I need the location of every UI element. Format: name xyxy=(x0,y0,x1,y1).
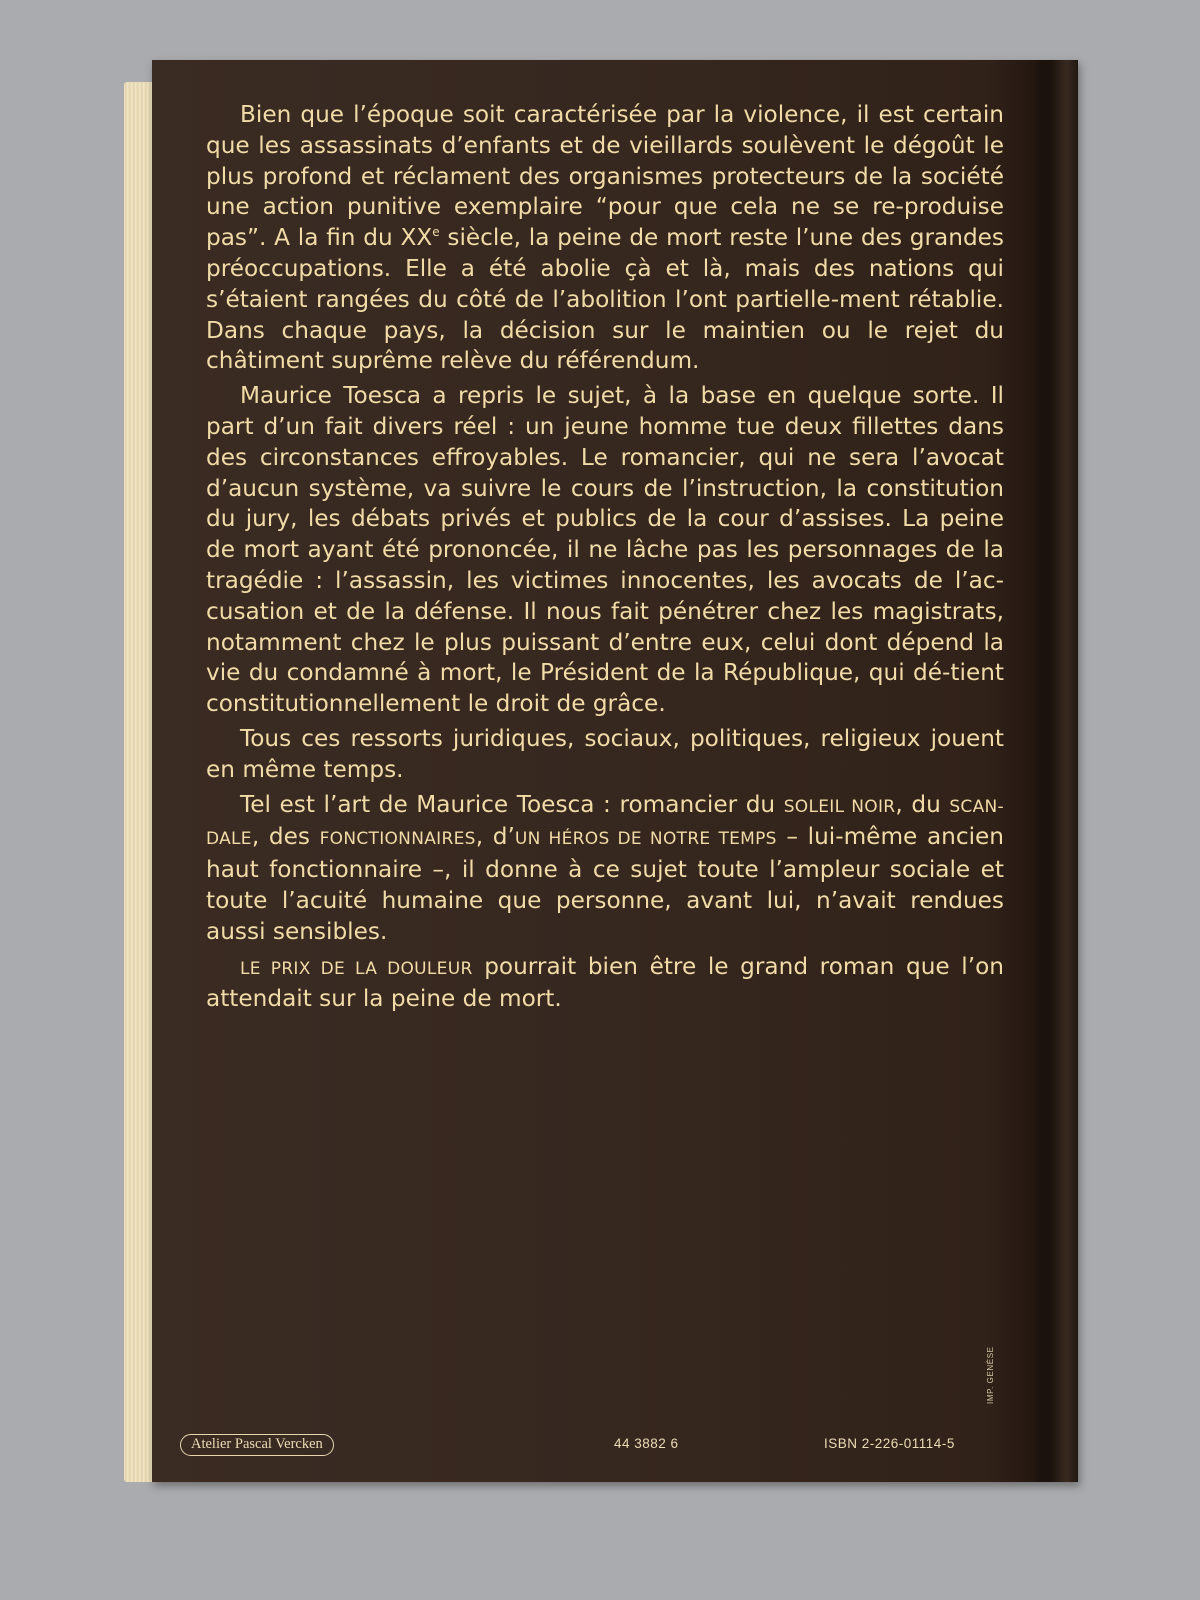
designer-credit-badge: Atelier Pascal Vercken xyxy=(180,1434,334,1456)
blurb-paragraph-4 xyxy=(206,790,1004,948)
blurb-p4-intro: Tel est l’art de Maurice Toesca : romancier du xyxy=(240,790,784,818)
book-back-cover xyxy=(152,60,1078,1482)
spine-shade xyxy=(1032,60,1078,1482)
isbn-number: ISBN 2-226-01114-5 xyxy=(824,1436,955,1451)
book-title-fonctionnaires: FONCTIONNAIRES xyxy=(319,829,476,850)
catalog-number: 44 3882 6 xyxy=(614,1436,679,1451)
century-superscript: e xyxy=(432,225,440,240)
blurb-paragraph-5 xyxy=(206,952,1004,1016)
blurb-paragraph-2: Maurice Toesca a repris le sujet, à la base en quelque sorte. Il part d’un fait divers réel : un jeune homme tue deux fillettes dans des circonstances effroyables. Le romancier, qui ne sera l’avocat d’aucun système, va suivre le cours de l’instruction, la constitution du jury, les débats privés et publics de la cour d’assises. La peine de mort ayant été prononcée, il ne lâche pas les personnages de la tragédie : l’assassin, les victimes innocentes, les avocats de l’ac-cusation et de la défense. Il nous fait pénétrer chez les magistrats, notamment chez le plus puissant d’entre eux, celui dont dépend la vie du condamné à mort, le Président de la République, qui dé-tient constitutionnellement le droit de grâce. xyxy=(206,382,1004,718)
book-title-le-prix-de-la-douleur: LE PRIX DE LA DOULEUR xyxy=(240,958,473,979)
blurb-p4-separator-3: , d’ xyxy=(475,823,515,851)
book-title-un-heros: UN HÉROS DE NOTRE TEMPS xyxy=(514,829,777,850)
blurb-p4-rest: – lui-même ancien haut fonctionnaire –, il donne à ce sujet toute l’ampleur sociale et toute l’acuité humaine que personne, avant lui, n’avait rendues aussi sensibles. xyxy=(206,823,1004,945)
blurb-paragraph-1 xyxy=(206,100,1004,377)
back-cover-blurb xyxy=(206,100,1004,1019)
printer-credit: IMP. GENÈSE xyxy=(986,1346,995,1404)
blurb-p1-text: Bien que l’époque soit caractérisée par la violence, il est certain que les assassinats d’enfants et de vieillards soulèvent le dégoût le plus profond et réclament des organismes protecteurs de la société une action punitive exemplaire “pour que cela ne se re-produise pas”. A la fin du XX xyxy=(206,101,1004,252)
blurb-paragraph-3: Tous ces ressorts juridiques, sociaux, politiques, religieux jouent en même temps. xyxy=(206,724,1004,783)
blurb-p4-separator-2: , des xyxy=(251,823,320,851)
book-title-scandale: SCAN-DALE xyxy=(206,796,1004,850)
book-title-soleil-noir: SOLEIL NOIR xyxy=(783,796,896,817)
blurb-p1-continued: siècle, la peine de mort reste l’une des grandes préoccupations. Elle a été abolie çà et là, mais des nations qui s’étaient rangées du côté de l’abolition l’ont partielle-ment rétablie. Dans chaque pays, la décision sur le maintien ou le rejet du châtiment suprême relève du référendum. xyxy=(206,224,1005,375)
blurb-p5-rest: pourrait bien être le grand roman que l’on attendait sur la peine de mort. xyxy=(206,952,1004,1013)
blurb-p4-separator-1: , du xyxy=(895,790,950,818)
